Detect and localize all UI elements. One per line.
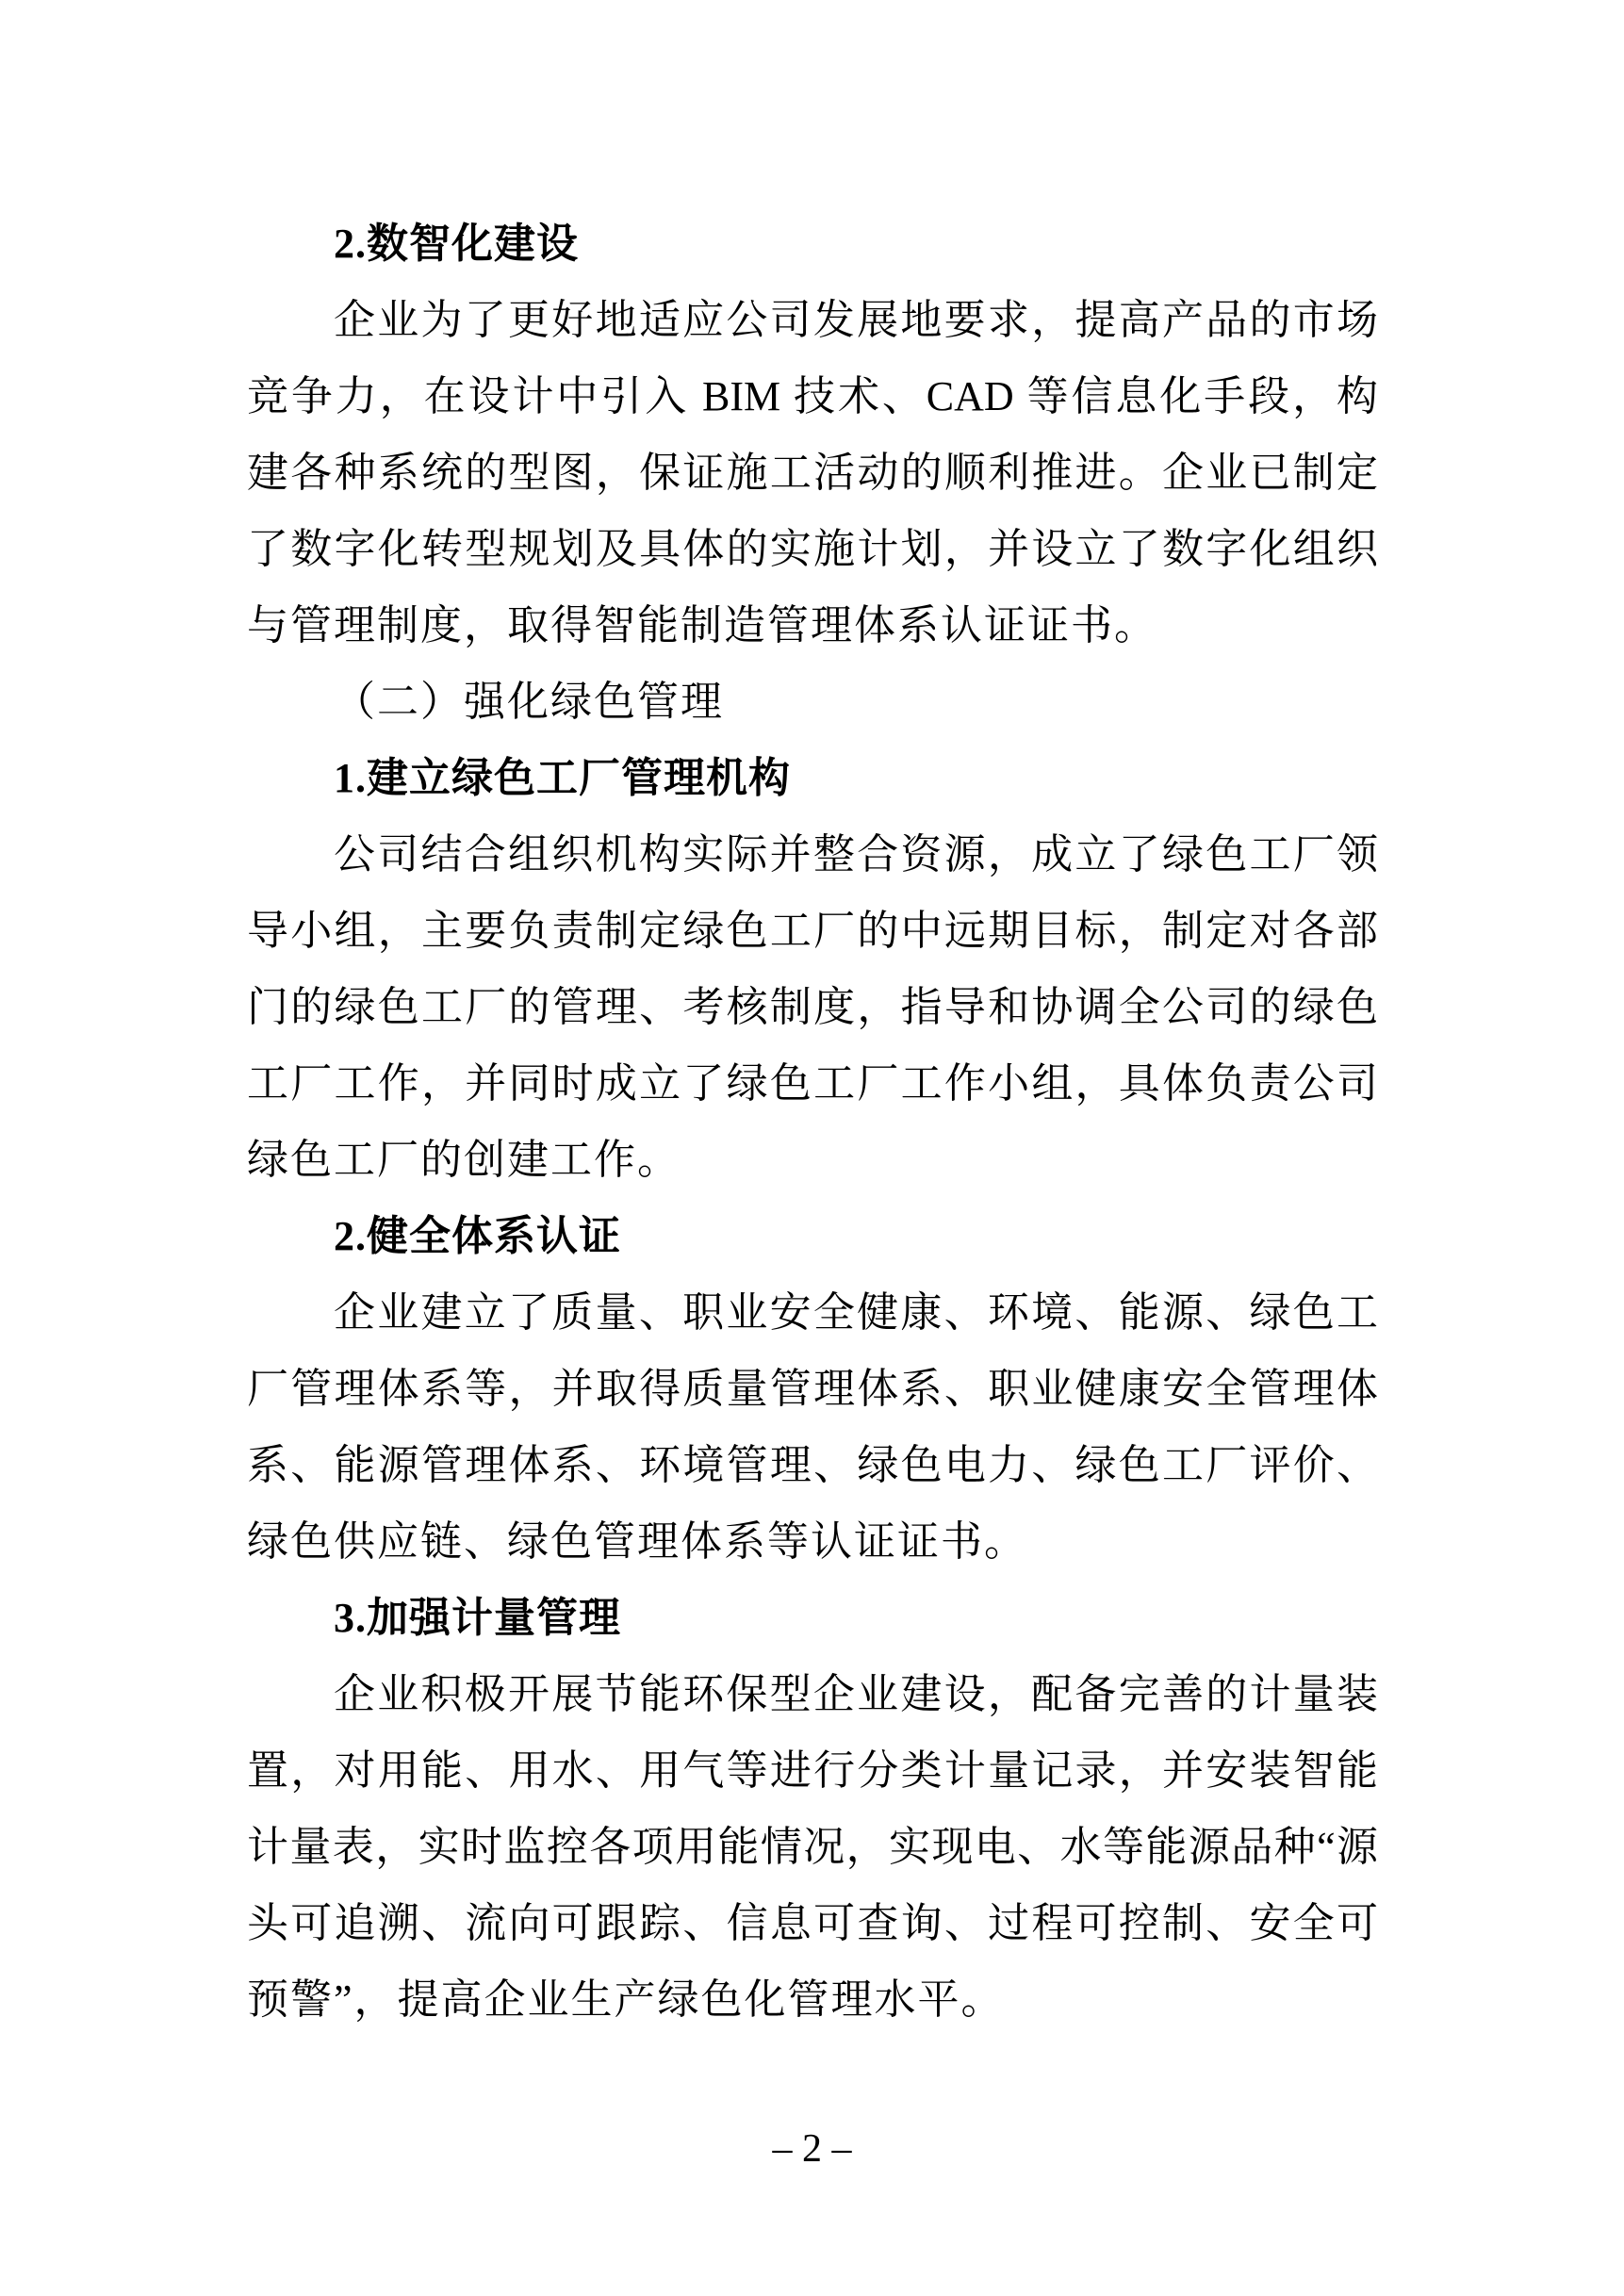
text-line: 绿色供应链、绿色管理体系等认证证书。	[247, 1518, 1027, 1565]
text-line: 厂管理体系等，并取得质量管理体系、职业健康安全管理体	[247, 1366, 1378, 1412]
subheading-line: （二）强化绿色管理	[334, 679, 724, 725]
text-line: 置，对用能、用水、用气等进行分类计量记录，并安装智能	[247, 1747, 1378, 1794]
text-line: 企业为了更好地适应公司发展地要求，提高产品的市场	[334, 297, 1378, 343]
text-line: 建各种系统的型图，保证施工活动的顺利推进。企业已制定	[247, 450, 1378, 496]
heading-line: 2.数智化建设	[334, 221, 579, 267]
text-line: 了数字化转型规划及具体的实施计划，并设立了数字化组织	[247, 526, 1378, 572]
text-line: 企业建立了质量、职业安全健康、环境、能源、绿色工	[334, 1289, 1378, 1336]
text-line: 系、能源管理体系、环境管理、绿色电力、绿色工厂评价、	[247, 1442, 1378, 1488]
text-line: 预警”，提高企业生产绿色化管理水平。	[247, 1976, 1005, 2023]
text-line: 头可追溯、流向可跟踪、信息可查询、过程可控制、安全可	[247, 1900, 1378, 1946]
text-line: 企业积极开展节能环保型企业建设，配备完善的计量装	[334, 1671, 1378, 1717]
text-line: 公司结合组织机构实际并整合资源，成立了绿色工厂领	[334, 831, 1378, 877]
text-line: 绿色工厂的创建工作。	[247, 1137, 681, 1183]
page-number: – 2 –	[772, 2127, 852, 2171]
text-line: 竞争力，在设计中引入 BIM 技术、CAD 等信息化手段，构	[247, 373, 1378, 419]
text-line: 与管理制度，取得智能制造管理体系认证证书。	[247, 602, 1157, 648]
heading-line: 3.加强计量管理	[334, 1595, 621, 1641]
text-line: 导小组，主要负责制定绿色工厂的中远期目标，制定对各部	[247, 908, 1378, 954]
text-line: 计量表，实时监控各项用能情况，实现电、水等能源品种“源	[247, 1824, 1378, 1870]
text-line: 工厂工作，并同时成立了绿色工厂工作小组，具体负责公司	[247, 1060, 1378, 1107]
text-line: 门的绿色工厂的管理、考核制度，指导和协调全公司的绿色	[247, 984, 1378, 1030]
heading-line: 2.健全体系认证	[334, 1213, 621, 1259]
heading-line: 1.建立绿色工厂管理机构	[334, 755, 791, 801]
document-content	[247, 205, 1378, 2038]
